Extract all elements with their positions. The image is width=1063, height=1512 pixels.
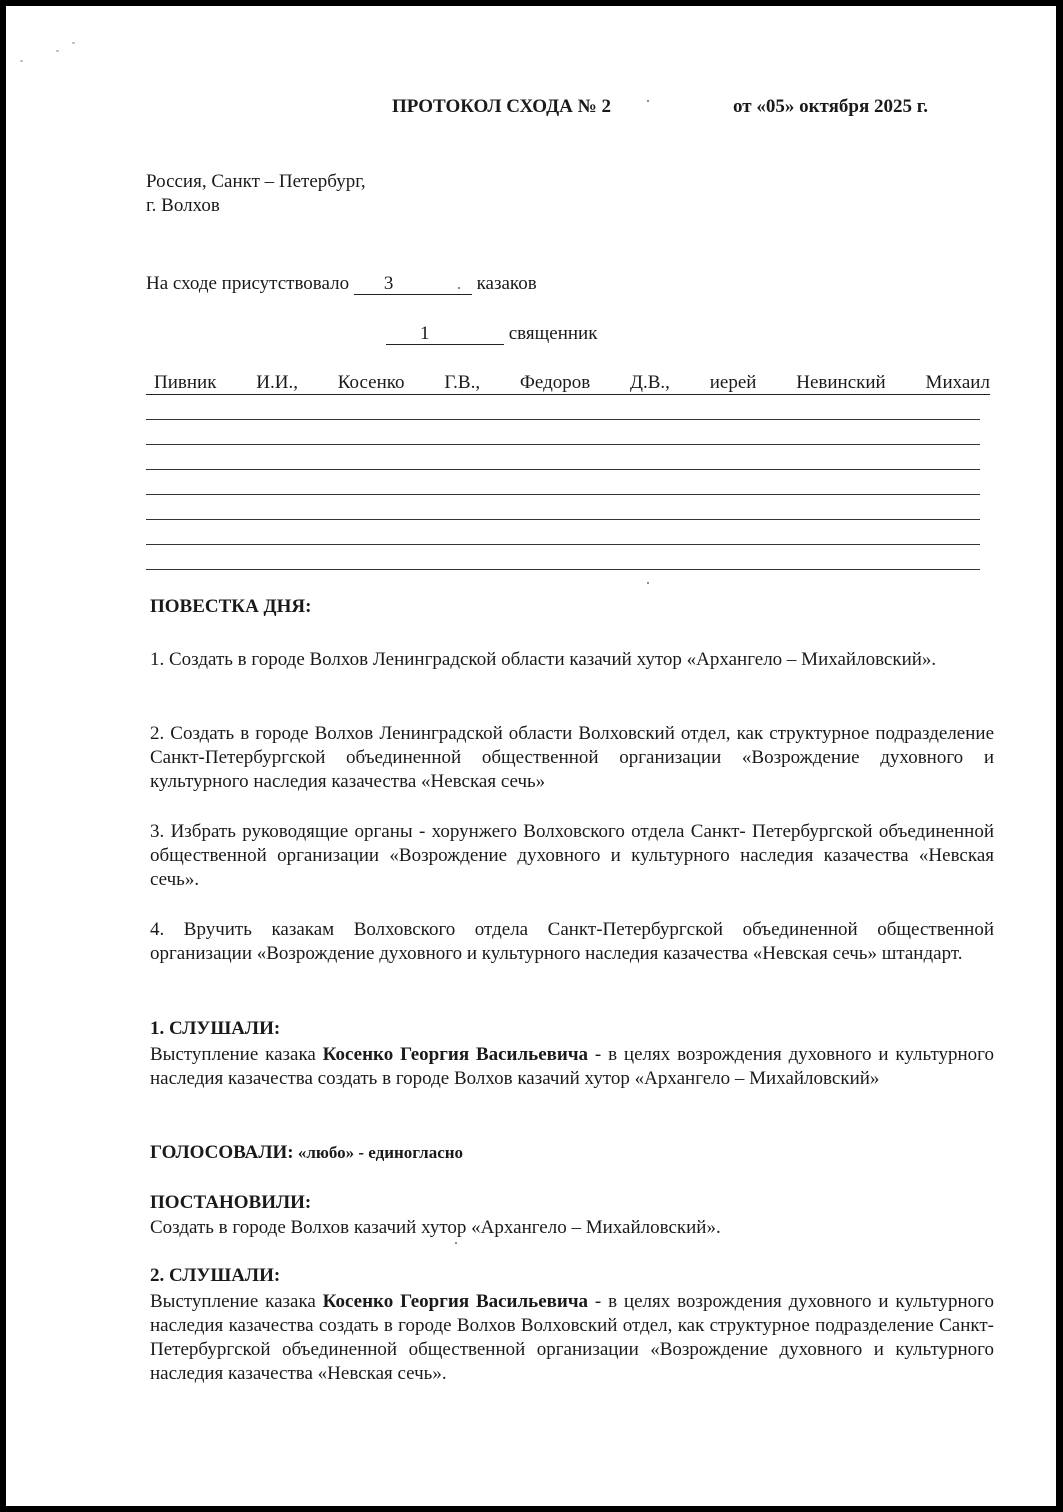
speaker-name: Косенко Георгия Васильевича [322, 1044, 589, 1065]
agenda-heading: ПОВЕСТКА ДНЯ: [150, 596, 312, 617]
agenda-item-3: 3. Избрать руководящие органы - хорунжего Волховского отдела Санкт- Петербургской объединенной общественной организации «Возрождение духовного и культурного наследия казачества «Невская сечь». [150, 821, 994, 890]
blank-line [146, 444, 980, 445]
scan-speck [458, 287, 460, 289]
agenda-item-2: 2. Создать в городе Волхов Ленинградской области Волховский отдел, как структурное подразделение Санкт-Петербургской объединенной общественной организации «Возрождение духовного и культурного наследия казачества «Невская сечь» [150, 723, 994, 792]
name-word: Михаил [925, 372, 990, 393]
document-title: ПРОТОКОЛ СХОДА № 2 [392, 96, 612, 117]
item1-voted [150, 1141, 463, 1165]
blank-line [146, 494, 980, 495]
blank-line [146, 544, 980, 545]
scan-speck [72, 42, 75, 44]
scan-speck [647, 582, 649, 584]
blank-line [146, 469, 980, 470]
blank-line [146, 419, 980, 420]
heard-body: - в целях возрождения духовного и культурного наследия казачества создать в городе Волхов Волховский отдел, как структурное подразделение Санкт-Петербургской объединенной общественной организации «Возрождение духовного и культурного наследия казачества «Невская сечь». [150, 1291, 994, 1384]
name-word: И.И., [256, 372, 298, 393]
attendance-priests [386, 322, 597, 346]
location-line-2: г. Волхов [146, 195, 220, 216]
item2-heard-text [150, 1290, 994, 1386]
agenda-item-4: 4. Вручить казакам Волховского отдела Санкт-Петербургской объединенной общественной организации «Возрождение духовного и культурного наследия казачества «Невская сечь» штандарт. [150, 919, 994, 964]
document-date: от «05» октября 2025 г. [733, 96, 928, 117]
scan-speck [647, 100, 649, 102]
name-word: Пивник [154, 372, 217, 393]
scan-speck [20, 60, 23, 62]
name-word: Д.В., [630, 372, 670, 393]
location-line-1: Россия, Санкт – Петербург, [146, 171, 366, 192]
priests-count-field [386, 324, 504, 345]
priests-label: священник [508, 323, 598, 344]
voted-result: «любо» - единогласно [293, 1143, 464, 1162]
name-word: Г.В., [444, 372, 481, 393]
attendance-label: На сходе присутствовало [146, 273, 350, 294]
name-word: Федоров [519, 372, 591, 393]
name-word: Косенко [337, 372, 405, 393]
heard-prefix: Выступление казака [150, 1291, 323, 1312]
cossacks-count: 3 [383, 273, 394, 294]
location [146, 170, 366, 218]
item2-heard-heading: 2. СЛУШАЛИ: [150, 1265, 281, 1286]
priests-count: 1 [420, 323, 430, 344]
name-word: Невинский [796, 372, 886, 393]
cossacks-count-field [354, 274, 472, 295]
item1-heard-heading: 1. СЛУШАЛИ: [150, 1018, 281, 1039]
attendance-cossacks [146, 272, 537, 296]
agenda-item-1: 1. Создать в городе Волхов Ленинградской области казачий хутор «Архангело – Михайловский». [150, 649, 937, 670]
scan-speck [56, 50, 59, 52]
heard-body: - в целях возрождения духовного и культурного наследия казачества создать в городе Волхов казачий хутор «Архангело – Михайловский» [150, 1044, 994, 1089]
blank-line [146, 569, 980, 570]
blank-line [146, 519, 980, 520]
attendees-names [146, 372, 990, 395]
item1-heard-text [150, 1043, 994, 1091]
item1-resolved-heading: ПОСТАНОВИЛИ: [150, 1192, 312, 1213]
voted-label: ГОЛОСОВАЛИ: [150, 1142, 294, 1163]
heard-prefix: Выступление казака [150, 1044, 323, 1065]
scan-speck [455, 1242, 457, 1244]
name-word: иерей [709, 372, 757, 393]
cossacks-label: казаков [476, 273, 537, 294]
speaker-name: Косенко Георгия Васильевича [322, 1291, 589, 1312]
item1-resolved-text: Создать в городе Волхов казачий хутор «Архангело – Михайловский». [150, 1217, 721, 1238]
